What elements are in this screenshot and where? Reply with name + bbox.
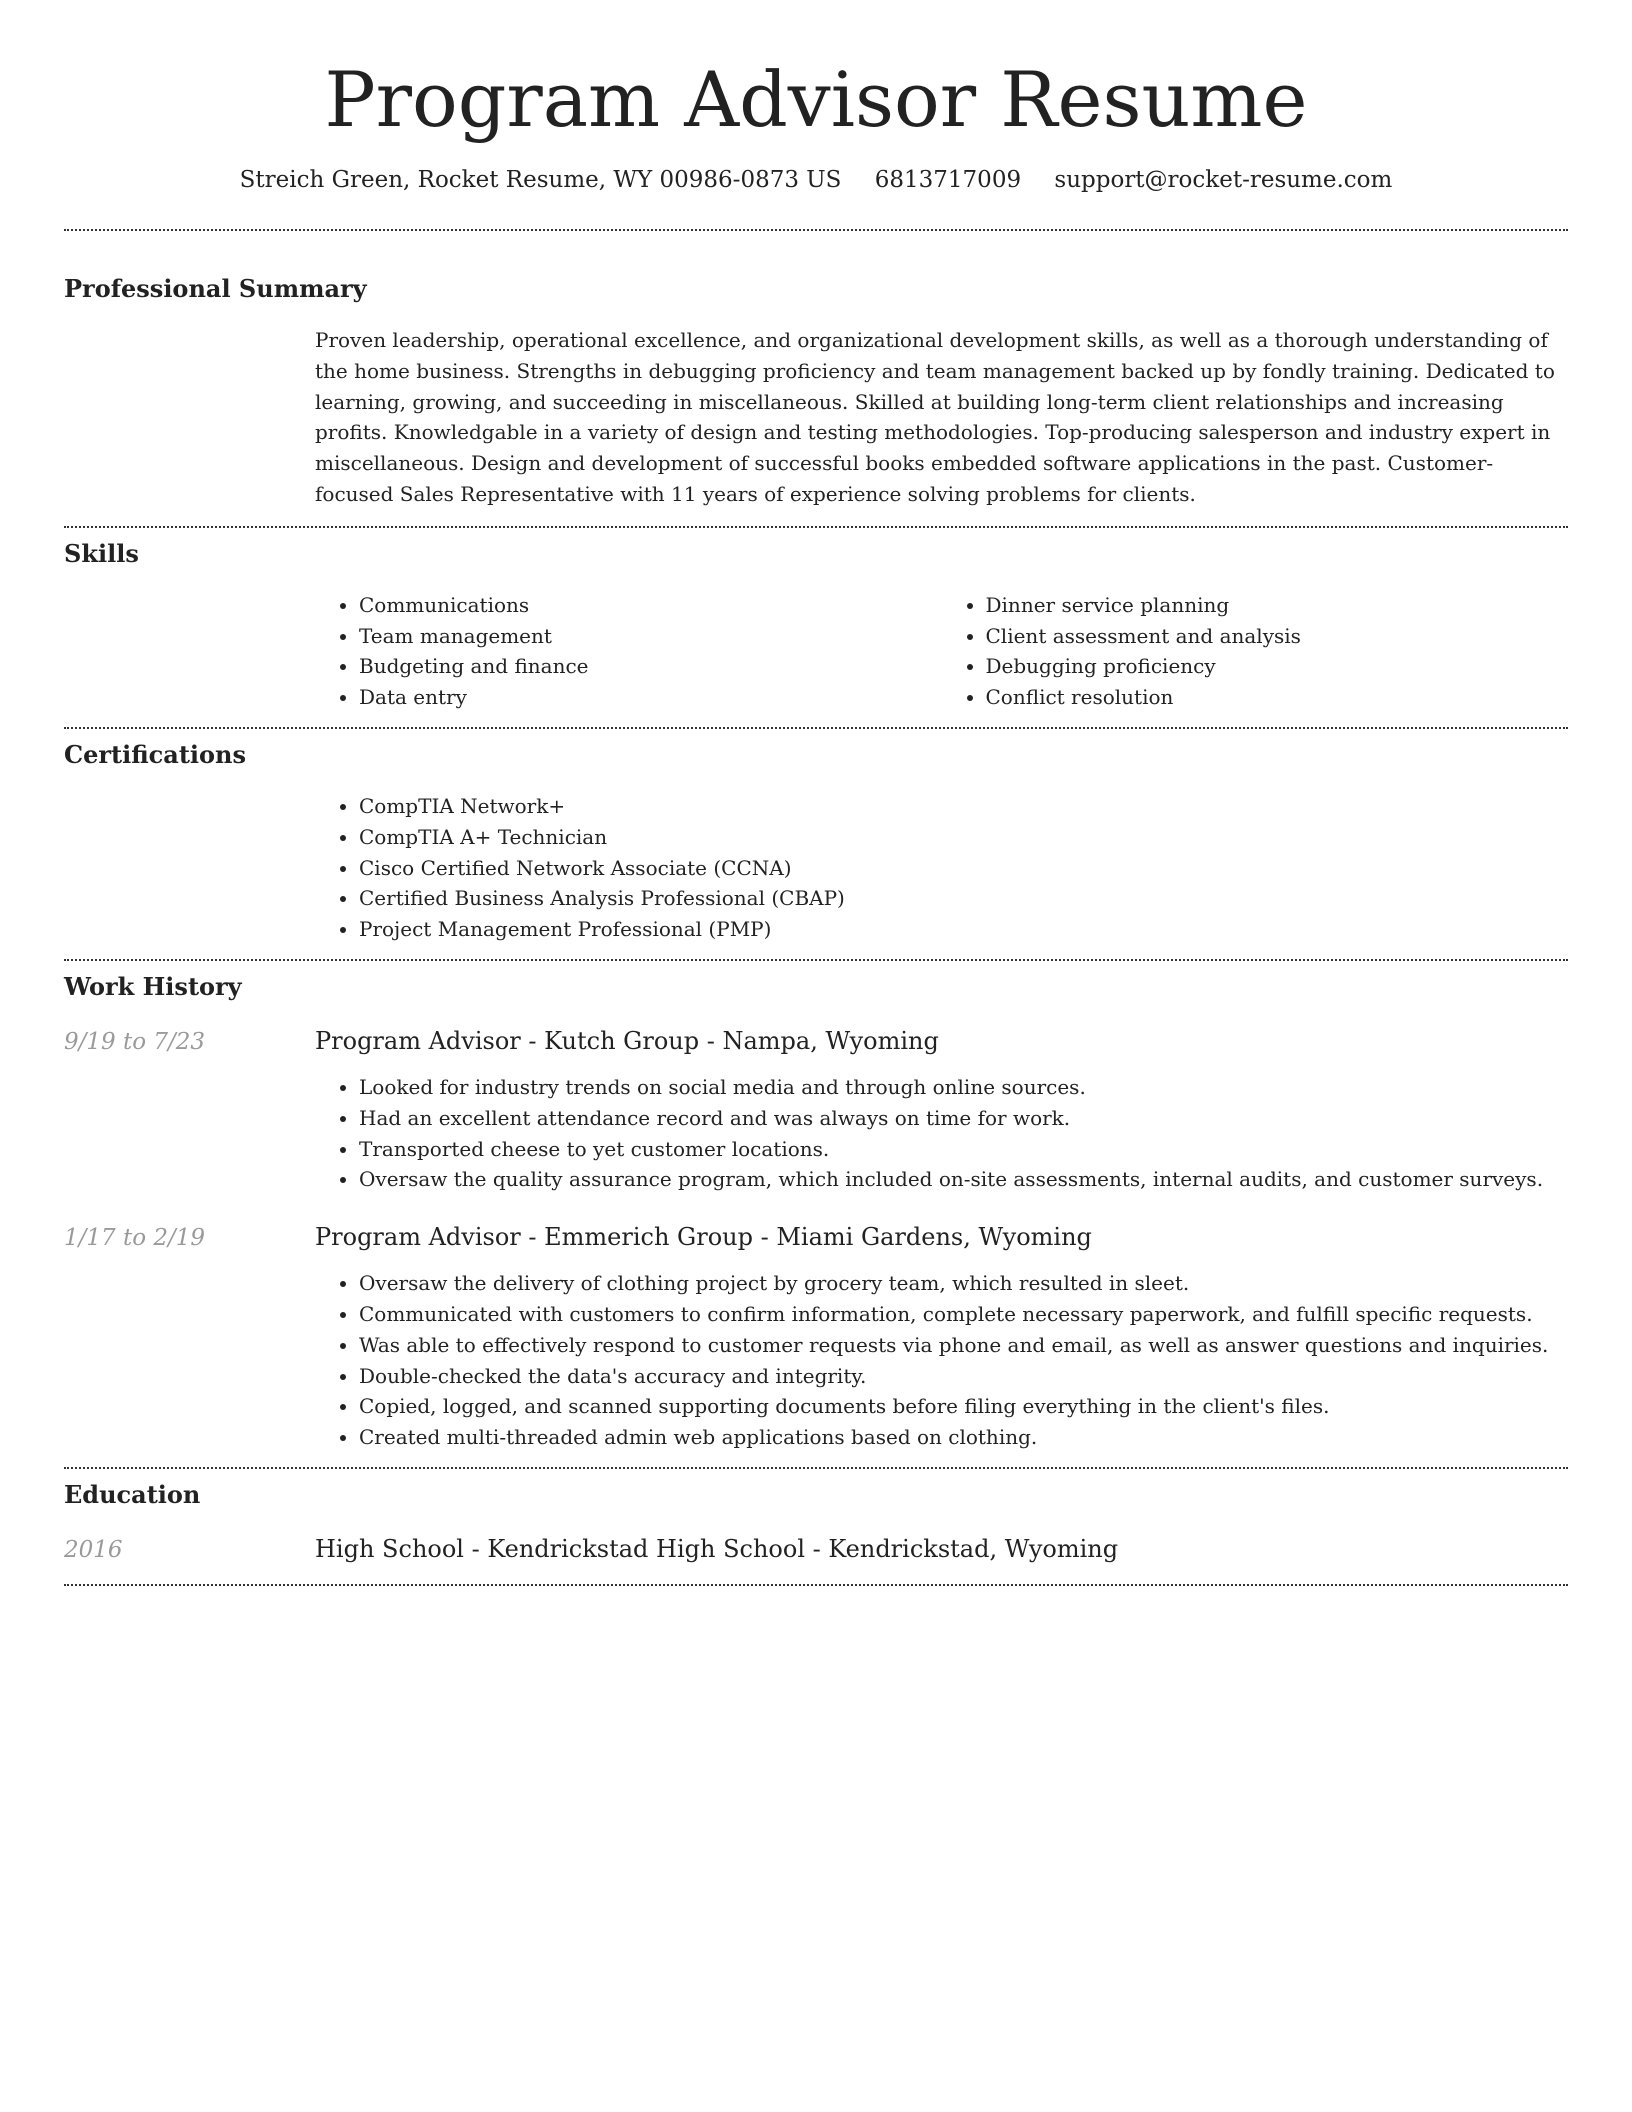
certification-item: • Project Management Professional (PMP) xyxy=(359,914,1568,945)
skill-item: • Conflict resolution xyxy=(986,682,1569,713)
certification-item: • CompTIA Network+ xyxy=(359,791,1568,822)
skills-list-right xyxy=(942,590,1569,713)
job-bullet: • Double-checked the data's accuracy and integrity. xyxy=(359,1361,1568,1392)
work-history-section xyxy=(64,961,1568,1467)
resume-page xyxy=(64,0,1568,1586)
certifications-section xyxy=(64,729,1568,959)
job-dates: 9/19 to 7/23 xyxy=(64,1028,206,1055)
skill-item: • Data entry xyxy=(359,682,942,713)
contact-line xyxy=(64,164,1568,196)
skills-list-left xyxy=(315,590,942,713)
work-history-heading: Work History xyxy=(64,971,242,1001)
job-bullets-wrap xyxy=(315,1072,1568,1195)
skill-item: • Client assessment and analysis xyxy=(986,621,1569,652)
certification-item: • CompTIA A+ Technician xyxy=(359,822,1568,853)
job-bullets xyxy=(315,1072,1568,1195)
job-header xyxy=(64,1025,1568,1058)
skill-item: • Budgeting and finance xyxy=(359,651,942,682)
job-bullet: • Created multi-threaded admin web applications based on clothing. xyxy=(359,1422,1568,1453)
job-entry xyxy=(64,1221,1568,1453)
skill-item: • Dinner service planning xyxy=(986,590,1569,621)
job-bullet: • Was able to effectively respond to customer requests via phone and email, as well as answer questions and inquiries. xyxy=(359,1330,1568,1361)
summary-text: Proven leadership, operational excellence, and organizational development skills, as well as a thorough understanding of the home business. Strengths in debugging proficiency and team management backed up by fondly training. Dedicated to learning, growing, and succeeding in miscellaneous. Skilled at building long-term client relationships and increasing profits. Knowledgable in a variety of design and testing methodologies. Top-producing salesperson and industry expert in miscellaneous. Design and development of successful books embedded software applications in the past. Customer-focused Sales Representative with 11 years of experience solving problems for clients. xyxy=(315,328,1555,506)
job-dates: 1/17 to 2/19 xyxy=(64,1225,206,1252)
job-bullet: • Copied, logged, and scanned supporting documents before filing everything in the client's files. xyxy=(359,1391,1568,1422)
skill-item: • Team management xyxy=(359,621,942,652)
certification-item: • Cisco Certified Network Associate (CCNA) xyxy=(359,853,1568,884)
resume-title: Program Advisor Resume xyxy=(324,55,1308,144)
job-bullet: • Oversaw the quality assurance program, which included on-site assessments, internal audits, and customer surveys. xyxy=(359,1164,1568,1195)
job-bullet: • Looked for industry trends on social media and through online sources. xyxy=(359,1072,1568,1103)
contact-phone: 6813717009 xyxy=(874,167,1022,193)
skills-section xyxy=(64,528,1568,727)
skills-columns xyxy=(315,590,1568,713)
education-section xyxy=(64,1469,1568,1584)
skill-item: • Debugging proficiency xyxy=(986,651,1569,682)
certification-item: • Certified Business Analysis Professional (CBAP) xyxy=(359,883,1568,914)
job-title: Program Advisor - Kutch Group - Nampa, Wyoming xyxy=(315,1026,939,1055)
job-bullet: • Had an excellent attendance record and was always on time for work. xyxy=(359,1103,1568,1134)
summary-section xyxy=(64,231,1568,526)
certifications-list xyxy=(315,791,1568,945)
job-bullet: • Oversaw the delivery of clothing project by grocery team, which resulted in sleet. xyxy=(359,1268,1568,1299)
education-entry xyxy=(64,1533,1568,1566)
divider xyxy=(64,1584,1568,1586)
job-header xyxy=(64,1221,1568,1254)
education-year: 2016 xyxy=(64,1536,123,1563)
job-bullet: • Communicated with customers to confirm information, complete necessary paperwork, and fulfill specific requests. xyxy=(359,1299,1568,1330)
certifications-list-wrap xyxy=(315,791,1568,945)
contact-email: support@rocket-resume.com xyxy=(1054,167,1393,193)
education-heading: Education xyxy=(64,1479,201,1509)
education-title: High School - Kendrickstad High School - Kendrickstad, Wyoming xyxy=(315,1534,1119,1563)
summary-heading: Professional Summary xyxy=(64,274,367,303)
job-bullet: • Transported cheese to yet customer locations. xyxy=(359,1134,1568,1165)
skills-heading: Skills xyxy=(64,538,139,568)
job-entry xyxy=(64,1025,1568,1195)
skill-item: • Communications xyxy=(359,590,942,621)
contact-address: Streich Green, Rocket Resume, WY 00986-0873 US xyxy=(239,167,842,193)
job-bullets-wrap xyxy=(315,1268,1568,1453)
certifications-heading: Certifications xyxy=(64,739,247,769)
job-bullets xyxy=(315,1268,1568,1453)
job-title: Program Advisor - Emmerich Group - Miami Gardens, Wyoming xyxy=(315,1223,1092,1252)
